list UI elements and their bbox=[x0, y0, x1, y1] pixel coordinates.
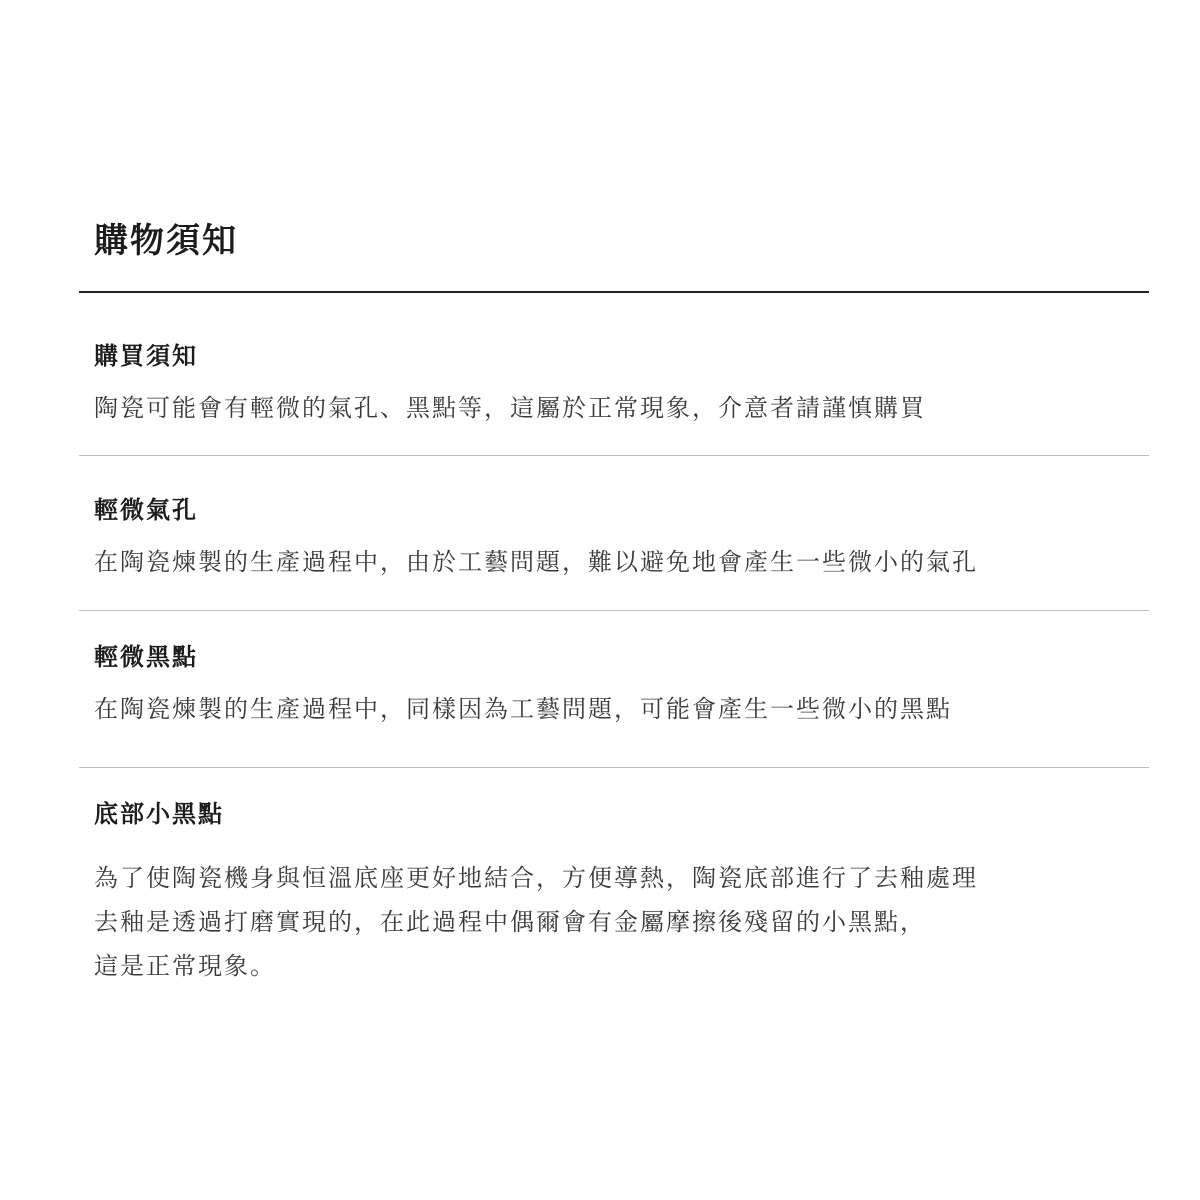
section-heading: 輕微黑點 bbox=[94, 643, 198, 671]
body-line: 在陶瓷煉製的生產過程中，由於工藝問題，難以避免地會產生一些微小的氣孔 bbox=[94, 548, 978, 576]
section-heading: 底部小黑點 bbox=[94, 800, 224, 828]
body-line: 這是正常現象。 bbox=[94, 952, 276, 980]
section-divider bbox=[79, 610, 1149, 611]
body-line: 陶瓷可能會有輕微的氣孔、黑點等，這屬於正常現象，介意者請謹慎購買 bbox=[94, 394, 926, 422]
section-minor-pores bbox=[94, 494, 1134, 578]
section-bottom-black-spots bbox=[94, 798, 1134, 988]
section-heading: 購買須知 bbox=[94, 342, 198, 370]
section-body bbox=[94, 693, 1134, 725]
section-divider bbox=[79, 767, 1149, 768]
body-line: 去釉是透過打磨實現的，在此過程中偶爾會有金屬摩擦後殘留的小黑點， bbox=[94, 908, 926, 936]
body-line: 在陶瓷煉製的生產過程中，同樣因為工藝問題，可能會產生一些微小的黑點 bbox=[94, 695, 952, 723]
page-title: 購物須知 bbox=[94, 221, 238, 261]
title-divider bbox=[79, 291, 1149, 293]
section-body bbox=[94, 856, 1134, 988]
section-body bbox=[94, 546, 1134, 578]
section-heading: 輕微氣孔 bbox=[94, 496, 198, 524]
section-divider bbox=[79, 455, 1149, 456]
section-purchase-notice bbox=[94, 340, 1134, 424]
body-line: 為了使陶瓷機身與恒溫底座更好地結合，方便導熱，陶瓷底部進行了去釉處理 bbox=[94, 864, 978, 892]
section-body bbox=[94, 392, 1134, 424]
section-minor-black-spots bbox=[94, 641, 1134, 725]
